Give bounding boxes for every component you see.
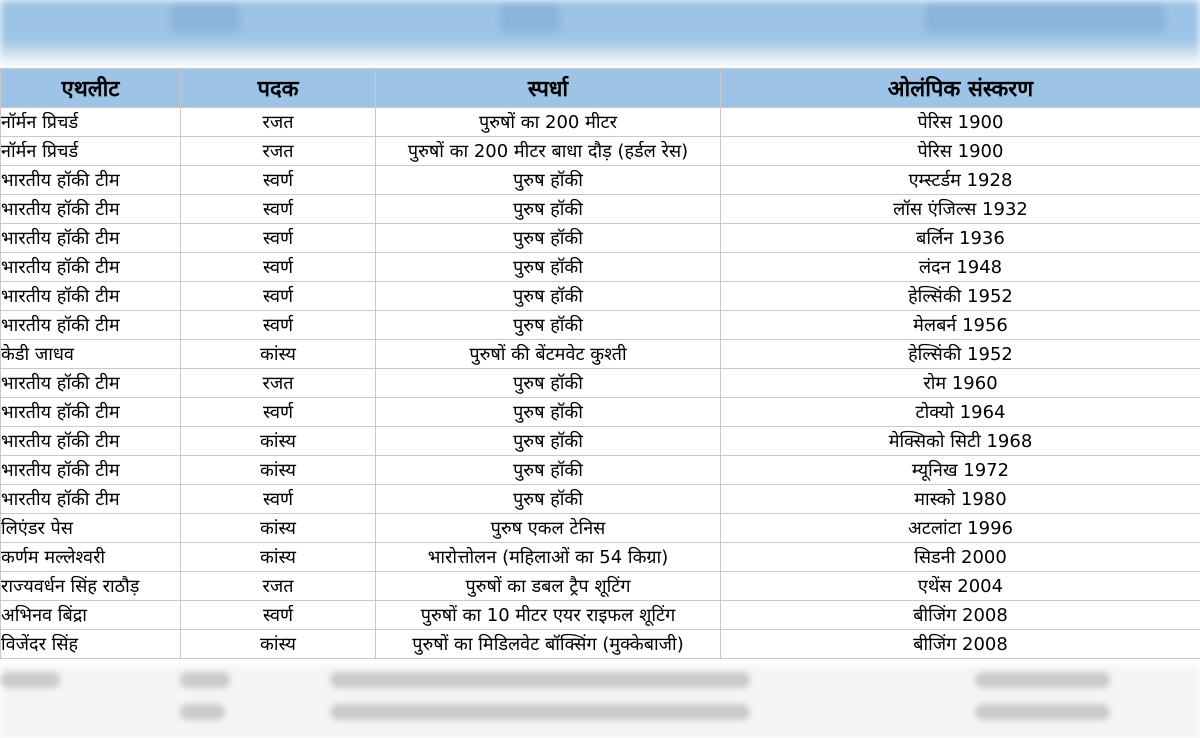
cell-athlete: भारतीय हॉकी टीम [1,282,181,311]
cell-athlete: लिएंडर पेस [1,514,181,543]
blurred-row-text [330,704,750,720]
cell-medal: स्वर्ण [181,398,376,427]
cell-medal: स्वर्ण [181,253,376,282]
blurred-bottom-strip [0,666,1200,738]
table-row [1,340,1200,369]
cell-event: पुरुष हॉकी [376,253,721,282]
cell-event: पुरुष हॉकी [376,166,721,195]
cell-edition: हेल्सिंकी 1952 [721,282,1200,311]
cell-event: पुरुषों की बेंटमवेट कुश्ती [376,340,721,369]
header-athlete: एथलीट [1,69,181,108]
cell-edition: एम्स्टर्डम 1928 [721,166,1200,195]
table-row [1,195,1200,224]
cell-medal: स्वर्ण [181,224,376,253]
table-row [1,224,1200,253]
cell-athlete: भारतीय हॉकी टीम [1,369,181,398]
cell-athlete: भारतीय हॉकी टीम [1,427,181,456]
cell-event: पुरुष हॉकी [376,195,721,224]
cell-event: पुरुष हॉकी [376,282,721,311]
blurred-row-text [180,672,230,688]
cell-event: पुरुष हॉकी [376,224,721,253]
table-row [1,427,1200,456]
cell-medal: स्वर्ण [181,166,376,195]
olympic-medals-table [0,68,1200,659]
cell-edition: अटलांटा 1996 [721,514,1200,543]
cell-athlete: नॉर्मन प्रिचर्ड [1,108,181,137]
cell-athlete: भारतीय हॉकी टीम [1,166,181,195]
cell-edition: टोक्यो 1964 [721,398,1200,427]
cell-event: पुरुषों का 200 मीटर बाधा दौड़ (हर्डल रेस) [376,137,721,166]
cell-medal: कांस्य [181,427,376,456]
cell-edition: पेरिस 1900 [721,108,1200,137]
cell-event: पुरुष हॉकी [376,485,721,514]
blurred-header-text [170,4,240,32]
header-edition: ओलंपिक संस्करण [721,69,1200,108]
blurred-top-strip [0,0,1200,68]
cell-medal: रजत [181,137,376,166]
header-row [1,69,1200,108]
cell-athlete: राज्यवर्धन सिंह राठौड़ [1,572,181,601]
table-row [1,108,1200,137]
cell-event: पुरुष हॉकी [376,427,721,456]
cell-medal: स्वर्ण [181,485,376,514]
cell-medal: स्वर्ण [181,195,376,224]
cell-medal: स्वर्ण [181,282,376,311]
cell-edition: बर्लिन 1936 [721,224,1200,253]
table-row [1,398,1200,427]
cell-medal: कांस्य [181,514,376,543]
cell-athlete: भारतीय हॉकी टीम [1,311,181,340]
header-medal: पदक [181,69,376,108]
cell-edition: बीजिंग 2008 [721,601,1200,630]
blurred-row-text [975,704,1110,720]
cell-athlete: भारतीय हॉकी टीम [1,485,181,514]
cell-event: पुरुषों का 10 मीटर एयर राइफल शूटिंग [376,601,721,630]
cell-athlete: विजेंदर सिंह [1,630,181,659]
cell-medal: कांस्य [181,340,376,369]
table-row [1,485,1200,514]
cell-edition: हेल्सिंकी 1952 [721,340,1200,369]
cell-event: पुरुषों का डबल ट्रैप शूटिंग [376,572,721,601]
cell-athlete: भारतीय हॉकी टीम [1,224,181,253]
cell-medal: स्वर्ण [181,311,376,340]
cell-edition: म्यूनिख 1972 [721,456,1200,485]
cell-athlete: भारतीय हॉकी टीम [1,195,181,224]
cell-edition: बीजिंग 2008 [721,630,1200,659]
cell-edition: पेरिस 1900 [721,137,1200,166]
blurred-header-text [925,4,1165,32]
blurred-row-text [330,672,750,688]
cell-event: पुरुष हॉकी [376,398,721,427]
cell-edition: एथेंस 2004 [721,572,1200,601]
table-row [1,601,1200,630]
cell-medal: रजत [181,572,376,601]
blurred-row-text [975,672,1110,688]
cell-edition: लंदन 1948 [721,253,1200,282]
cell-edition: मास्को 1980 [721,485,1200,514]
cell-event: पुरुष हॉकी [376,369,721,398]
table-row [1,282,1200,311]
blurred-header-text [500,4,560,32]
cell-edition: रोम 1960 [721,369,1200,398]
header-event: स्पर्धा [376,69,721,108]
cell-athlete: अभिनव बिंद्रा [1,601,181,630]
cell-event: भारोत्तोलन (महिलाओं का 54 किग्रा) [376,543,721,572]
cell-athlete: केडी जाधव [1,340,181,369]
cell-medal: कांस्य [181,456,376,485]
cell-event: पुरुषों का मिडिलवेट बॉक्सिंग (मुक्केबाजी) [376,630,721,659]
table-row [1,137,1200,166]
table-row [1,572,1200,601]
cell-athlete: भारतीय हॉकी टीम [1,398,181,427]
cell-edition: मेलबर्न 1956 [721,311,1200,340]
table-row [1,253,1200,282]
table-row [1,543,1200,572]
cell-event: पुरुषों का 200 मीटर [376,108,721,137]
table-row [1,456,1200,485]
cell-event: पुरुष हॉकी [376,456,721,485]
cell-medal: रजत [181,369,376,398]
table-row [1,311,1200,340]
cell-athlete: भारतीय हॉकी टीम [1,456,181,485]
cell-edition: मेक्सिको सिटी 1968 [721,427,1200,456]
blurred-row-text [180,704,225,720]
table-row [1,166,1200,195]
cell-athlete: कर्णम मल्लेश्वरी [1,543,181,572]
cell-medal: कांस्य [181,543,376,572]
cell-edition: सिडनी 2000 [721,543,1200,572]
table-row [1,514,1200,543]
cell-edition: लॉस एंजिल्स 1932 [721,195,1200,224]
cell-medal: कांस्य [181,630,376,659]
cell-event: पुरुष हॉकी [376,311,721,340]
cell-athlete: भारतीय हॉकी टीम [1,253,181,282]
cell-athlete: नॉर्मन प्रिचर्ड [1,137,181,166]
cell-event: पुरुष एकल टेनिस [376,514,721,543]
table-body [1,108,1200,659]
table-row [1,630,1200,659]
cell-medal: रजत [181,108,376,137]
blurred-row-text [0,672,60,688]
table-row [1,369,1200,398]
cell-medal: स्वर्ण [181,601,376,630]
